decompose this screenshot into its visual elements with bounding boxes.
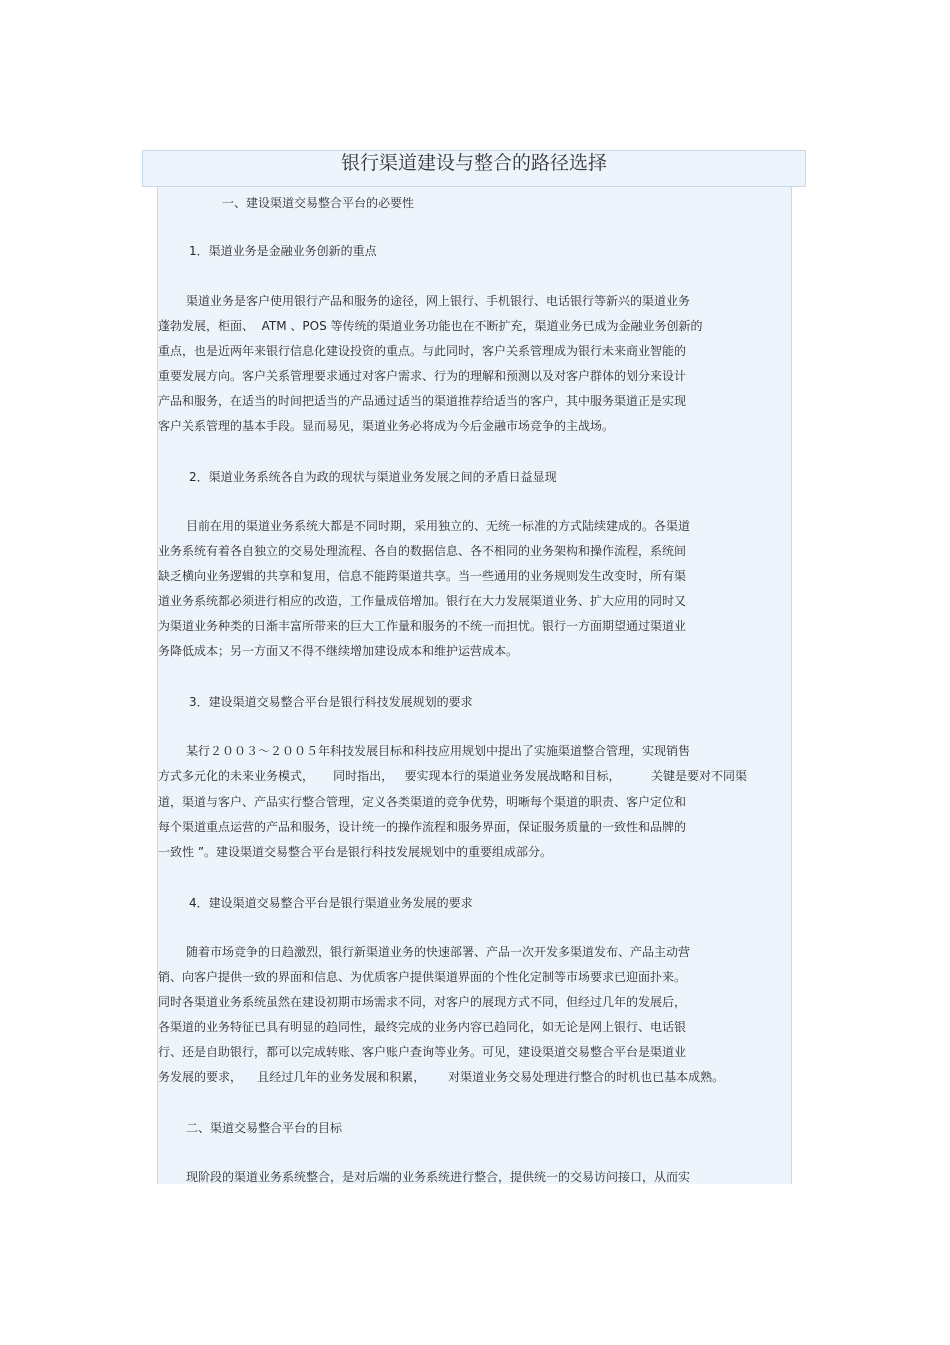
paragraph-line: 随着市场竞争的日趋激烈，银行新渠道业务的快速部署、产品一次开发多渠道发布、产品主动营 xyxy=(186,945,691,959)
subsection-4-heading: 4．建设渠道交易整合平台是银行渠道业务发展的要求 xyxy=(189,896,473,910)
section-1-heading: 一、建设渠道交易整合平台的必要性 xyxy=(222,196,415,210)
paragraph-line: 方式多元化的未来业务模式， 同时指出， 要实现本行的渠道业务发展战略和目标， 关键是要对不同渠 xyxy=(158,769,748,783)
paragraph-line: 行、还是自助银行，都可以完成转账、客户账户查询等业务。可见，建设渠道交易整合平台是渠道业 xyxy=(158,1045,687,1059)
paragraph-line: 现阶段的渠道业务系统整合，是对后端的业务系统进行整合，提供统一的交易访问接口，从而实 xyxy=(186,1170,691,1184)
paragraph-line: 缺乏横向业务逻辑的共享和复用，信息不能跨渠道共享。当一些通用的业务规则发生改变时，所有渠 xyxy=(158,569,687,583)
paragraph-line: 务发展的要求， 且经过几年的业务发展和积累， 对渠道业务交易处理进行整合的时机也已基本成熟。 xyxy=(158,1070,725,1084)
paragraph-line: 各渠道的业务特征已具有明显的趋同性，最终完成的业务内容已趋同化，如无论是网上银行、电话银 xyxy=(158,1020,687,1034)
paragraph-line: 为渠道业务种类的日渐丰富所带来的巨大工作量和服务的不统一而担忧。银行一方面期望通过渠道业 xyxy=(158,619,687,633)
paragraph-line: 同时各渠道业务系统虽然在建设初期市场需求不同，对客户的展现方式不同，但经过几年的发展后， xyxy=(158,995,687,1009)
paragraph-line: 道，渠道与客户、产品实行整合管理，定义各类渠道的竞争优势，明晰每个渠道的职责、客户定位和 xyxy=(158,795,687,809)
paragraph-line: 一致性 ”。建设渠道交易整合平台是银行科技发展规划中的重要组成部分。 xyxy=(158,845,553,859)
paragraph-line: 销、向客户提供一致的界面和信息、为优质客户提供渠道界面的个性化定制等市场要求已迎面扑来。 xyxy=(158,970,687,984)
paragraph-line: 每个渠道重点运营的产品和服务，设计统一的操作流程和服务界面，保证服务质量的一致性和品牌的 xyxy=(158,820,687,834)
subsection-1-heading: 1．渠道业务是金融业务创新的重点 xyxy=(189,244,377,258)
document-title: 银行渠道建设与整合的路径选择 xyxy=(340,152,607,174)
paragraph-line: 某行２００３～２００５年科技发展目标和科技应用规划中提出了实施渠道整合管理，实现销售 xyxy=(186,744,691,758)
paragraph-line: 务降低成本；另一方面又不得不继续增加建设成本和维护运营成本。 xyxy=(158,644,519,658)
paragraph-line: 业务系统有着各自独立的交易处理流程、各自的数据信息、各不相同的业务架构和操作流程，系统间 xyxy=(158,544,687,558)
paragraph-line: 重要发展方向。客户关系管理要求通过对客户需求、行为的理解和预测以及对客户群体的划分来设计 xyxy=(158,369,687,383)
paragraph-line: 道业务系统都必须进行相应的改造，工作量成倍增加。银行在大力发展渠道业务、扩大应用的同时又 xyxy=(158,594,687,608)
section-2-heading: 二、渠道交易整合平台的目标 xyxy=(186,1121,343,1135)
subsection-2-heading: 2．渠道业务系统各自为政的现状与渠道业务发展之间的矛盾日益显现 xyxy=(189,470,557,484)
paragraph-line: 蓬勃发展，柜面、 ATM 、POS 等传统的渠道业务功能也在不断扩充，渠道业务已成为金融业务创新的 xyxy=(158,319,703,333)
paragraph-line: 渠道业务是客户使用银行产品和服务的途径，网上银行、手机银行、电话银行等新兴的渠道业务 xyxy=(186,294,691,308)
paragraph-line: 目前在用的渠道业务系统大都是不同时期，采用独立的、无统一标准的方式陆续建成的。各渠道 xyxy=(186,519,691,533)
subsection-3-heading: 3．建设渠道交易整合平台是银行科技发展规划的要求 xyxy=(189,695,473,709)
paragraph-line: 产品和服务，在适当的时间把适当的产品通过适当的渠道推荐给适当的客户，其中服务渠道正是实现 xyxy=(158,394,687,408)
paragraph-line: 重点，也是近两年来银行信息化建设投资的重点。与此同时，客户关系管理成为银行未来商业智能的 xyxy=(158,344,687,358)
paragraph-line: 客户关系管理的基本手段。显而易见，渠道业务必将成为今后金融市场竞争的主战场。 xyxy=(158,419,615,433)
